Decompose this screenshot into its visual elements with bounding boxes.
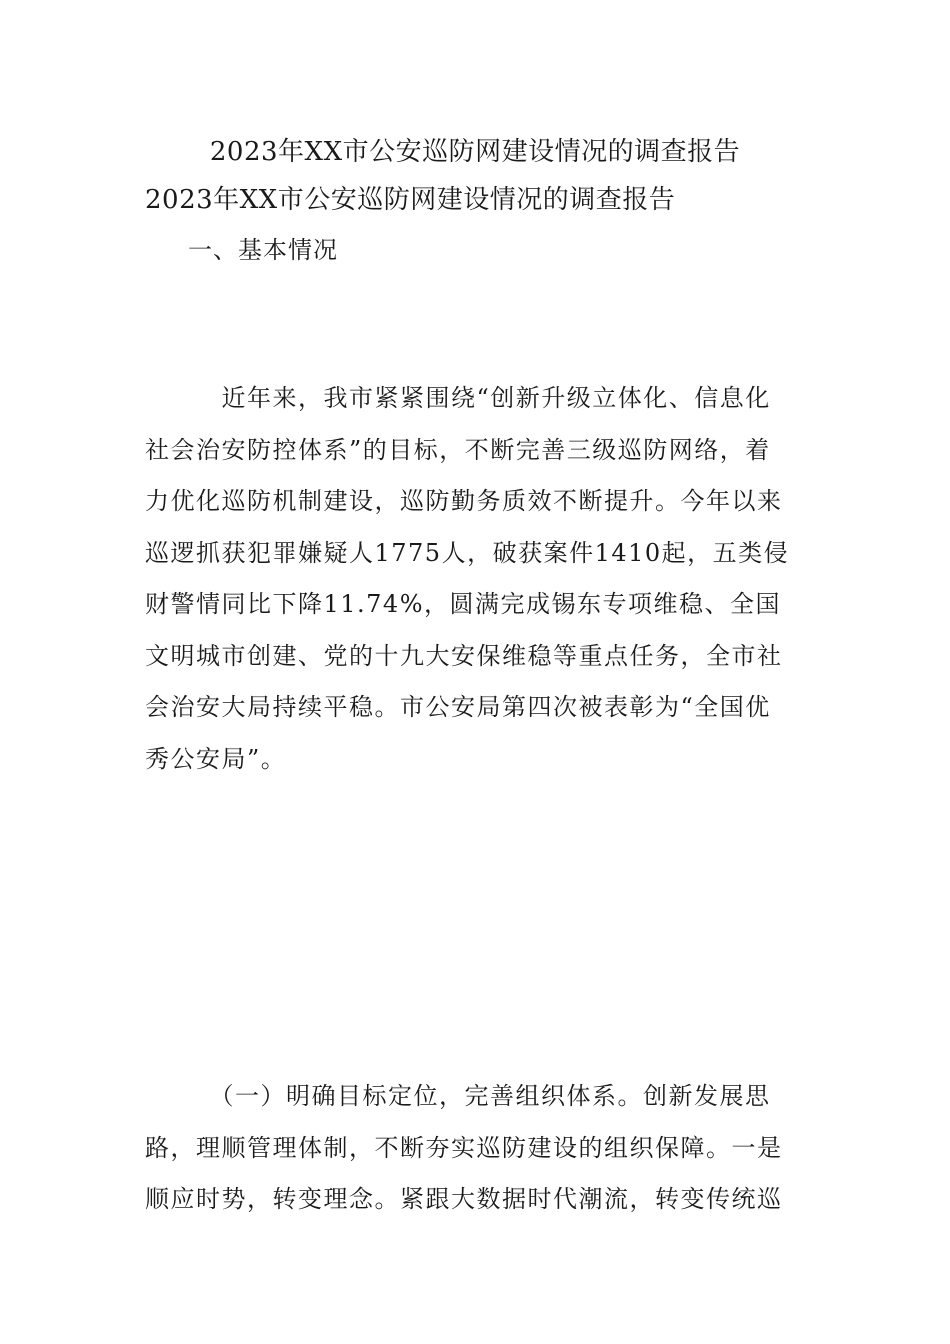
paragraph-line: 财警情同比下降11.74%，圆满完成锡东专项维稳、全国	[145, 590, 782, 618]
section-heading: 一、基本情况	[188, 236, 338, 264]
paragraph-organization	[145, 1071, 805, 1226]
paragraph-line: 文明城市创建、党的十九大安保维稳等重点任务，全市社	[145, 641, 783, 670]
paragraph-line: 近年来，我市紧紧围绕“创新升级立体化、信息化	[145, 384, 771, 412]
paragraph-line: （一）明确目标定位，完善组织体系。创新发展思	[145, 1082, 771, 1110]
document-title: 2023年XX市公安巡防网建设情况的调查报告	[209, 137, 741, 167]
paragraph-line: 社会治安防控体系”的目标，不断完善三级巡防网络，着	[145, 435, 771, 464]
paragraph-line: 顺应时势，转变理念。紧跟大数据时代潮流，转变传统巡	[145, 1185, 783, 1213]
paragraph-line: 巡逻抓获犯罪嫌疑人1775人，破获案件1410起，五类侵	[145, 538, 790, 567]
paragraph-line: 秀公安局”。	[145, 744, 287, 773]
paragraph-line: 会治安大局持续平稳。市公安局第四次被表彰为“全国优	[145, 693, 771, 721]
paragraph-line: 力优化巡防机制建设，巡防勤务质效不断提升。今年以来	[145, 487, 783, 515]
document-title-repeat: 2023年XX市公安巡防网建设情况的调查报告	[145, 185, 676, 215]
paragraph-line: 路，理顺管理体制，不断夯实巡防建设的组织保障。一是	[145, 1133, 783, 1162]
paragraph-basic-situation	[145, 373, 805, 785]
